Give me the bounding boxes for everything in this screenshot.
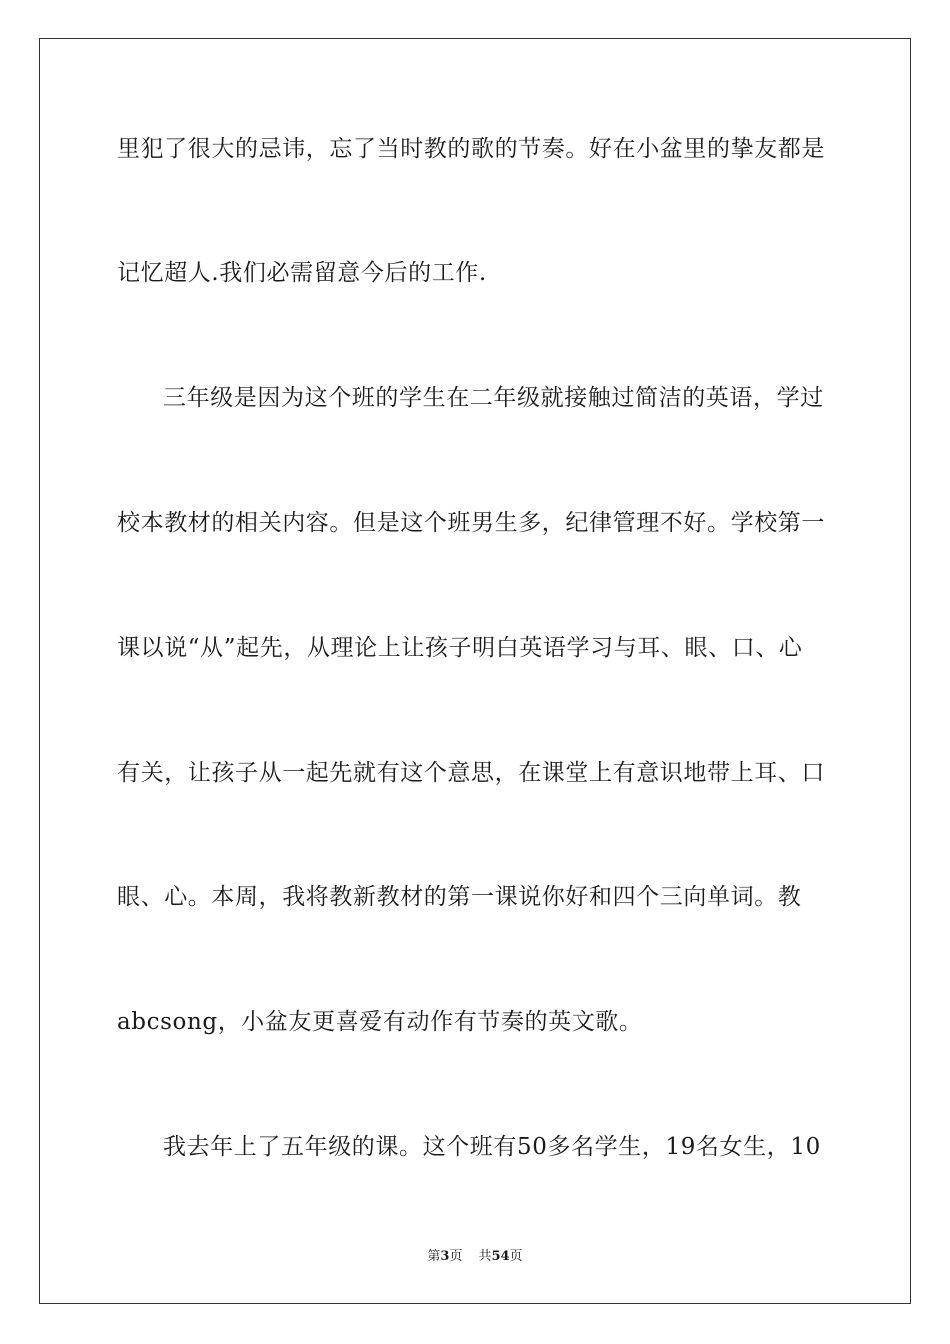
footer-page-suffix: 页 bbox=[449, 1249, 463, 1264]
paragraph-start-line-3: 三年级是因为这个班的学生在二年级就接触过简洁的英语，学过 bbox=[163, 385, 824, 411]
paragraph-start-line-9: 我去年上了五年级的课。这个班有50多名学生，19名女生，10 bbox=[163, 1134, 821, 1160]
text-line-2: 记忆超人.我们必需留意今后的工作. bbox=[117, 260, 487, 286]
footer-total-pages: 54 bbox=[491, 1249, 510, 1264]
text-line-4: 校本教材的相关内容。但是这个班男生多，纪律管理不好。学校第一 bbox=[117, 510, 825, 536]
text-line-6: 有关，让孩子从一起先就有这个意思，在课堂上有意识地带上耳、口 bbox=[117, 760, 825, 786]
footer-page-number: 3 bbox=[440, 1249, 450, 1264]
text-line-5: 课以说“从”起先，从理论上让孩子明白英语学习与耳、眼、口、心 bbox=[117, 635, 803, 661]
text-line-7: 眼、心。本周，我将教新教材的第一课说你好和四个三向单词。教 bbox=[117, 884, 802, 910]
page-footer bbox=[0, 1248, 950, 1266]
page-frame bbox=[39, 38, 911, 1304]
footer-total-prefix: 共 bbox=[478, 1249, 492, 1264]
footer-page-prefix: 第 bbox=[427, 1249, 441, 1264]
footer-total-suffix: 页 bbox=[509, 1249, 523, 1264]
text-line-8: abcsong，小盆友更喜爱有动作有节奏的英文歌。 bbox=[117, 1009, 643, 1035]
text-line-1: 里犯了很大的忌讳，忘了当时教的歌的节奏。好在小盆里的挚友都是 bbox=[117, 136, 825, 162]
